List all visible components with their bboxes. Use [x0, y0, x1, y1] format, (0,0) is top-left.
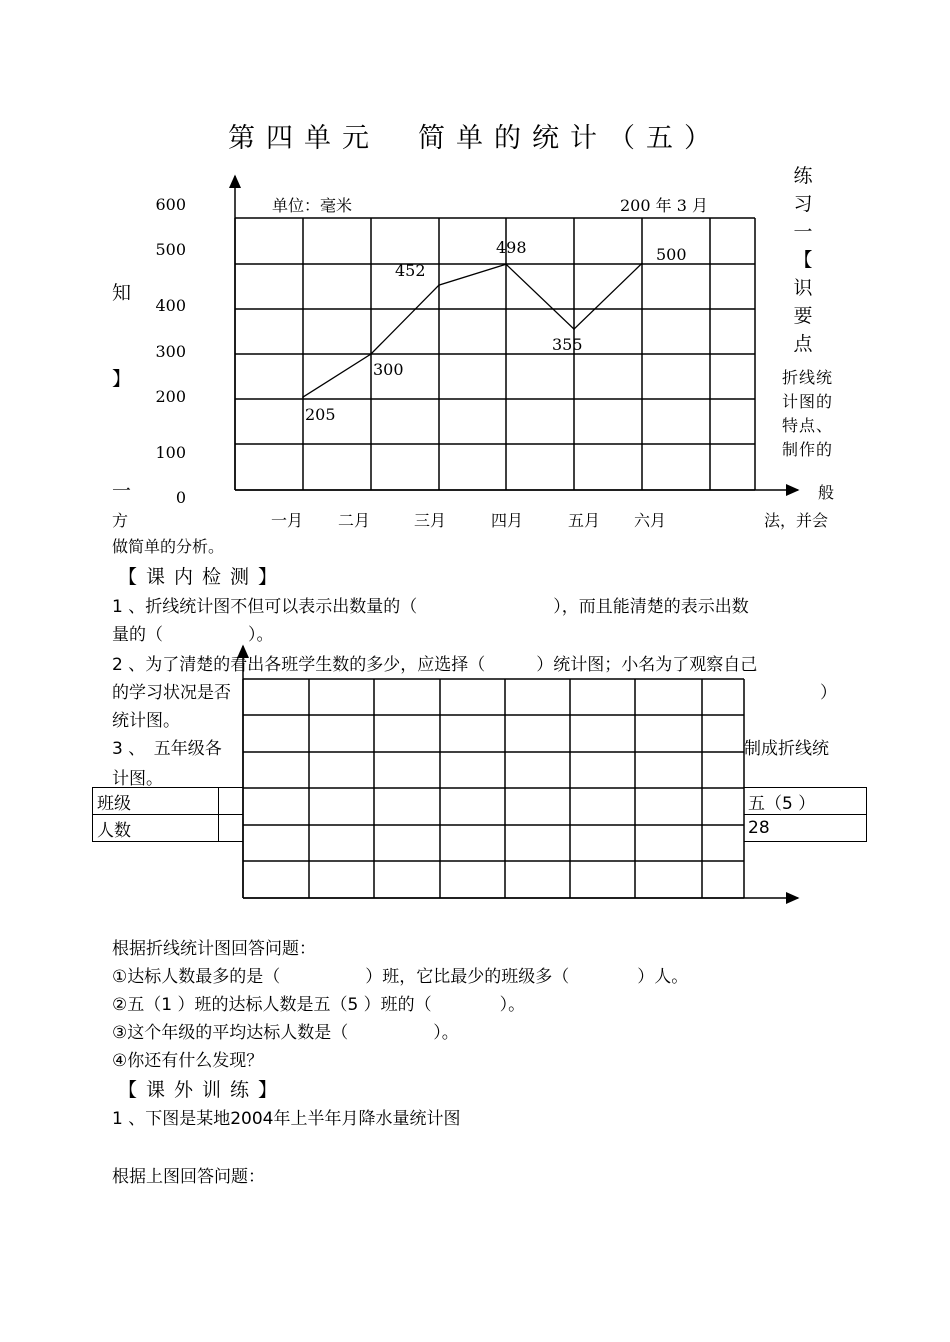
side-char: 习: [793, 193, 813, 215]
side-char: 点: [793, 333, 813, 355]
data-point: [302, 396, 304, 398]
side-char-left: 】: [112, 368, 132, 390]
data-point: [573, 328, 575, 330]
question-3-line-1: 3 、 五年级各: [112, 739, 222, 759]
data-point: [505, 263, 507, 265]
data-label: 500: [656, 245, 687, 265]
question-3-line-1-end: 制成折线统: [744, 739, 829, 759]
answer-1: ①达标人数最多的是（ ）班，它比最少的班级多（ ）人。: [112, 967, 689, 987]
x-tick-label: 五月: [568, 511, 601, 530]
y-tick-label: 100: [155, 443, 186, 462]
x-tick-label: 二月: [338, 511, 371, 530]
x-tick-label: 六月: [634, 511, 667, 530]
answer-3: ③这个年级的平均达标人数是（ ）。: [112, 1023, 459, 1043]
answer-2: ②五（1 ）班的达标人数是五（5 ）班的（ ）。: [112, 995, 526, 1015]
knowledge-line: 制作的: [782, 440, 834, 459]
side-char: 识: [793, 277, 813, 299]
knowledge-line: 特点、: [782, 416, 834, 435]
x-tick-label: 一月: [271, 511, 304, 530]
y-tick-label: 0: [175, 488, 186, 507]
chart-unit-label: 单位：毫米: [272, 196, 353, 215]
blank-grid: [230, 640, 810, 910]
section-heading: 【课内检测】: [118, 566, 287, 588]
line-chart: [0, 0, 950, 560]
y-tick-label: 500: [155, 240, 186, 259]
question-2-line-2: 的学习状况是否: [112, 683, 231, 703]
knowledge-left-char: 方: [112, 511, 129, 530]
knowledge-line: 般: [818, 483, 835, 502]
answer-4: ④你还有什么发现？: [112, 1051, 264, 1071]
series-line: [303, 263, 642, 397]
x-tick-label: 四月: [491, 511, 524, 530]
section-heading: 【课外训练】: [118, 1079, 287, 1101]
question-1-line-1: 1 、折线统计图不但可以表示出数量的（ ），而且能清楚的表示出数: [112, 597, 749, 617]
page-title: 第四单元 简单的统计（五）: [228, 123, 722, 154]
side-char: 练: [793, 165, 813, 187]
side-char-left: 知: [112, 282, 132, 304]
knowledge-continuation: 做简单的分析。: [112, 537, 225, 556]
side-char-left: 一: [112, 480, 132, 502]
data-point: [438, 284, 440, 286]
data-label: 498: [496, 238, 527, 258]
data-label: 355: [552, 335, 583, 355]
data-label: 300: [373, 360, 404, 379]
table-cell: 班级: [93, 788, 219, 815]
question-3-line-2: 计图。: [112, 769, 163, 789]
data-label: 452: [395, 261, 426, 281]
table-cell: 人数: [93, 815, 219, 842]
table-cell: 五（5 ）: [744, 788, 867, 815]
y-tick-label: 300: [155, 342, 186, 361]
question-2-line-3: 统计图。: [112, 711, 180, 731]
table-cell: 28: [744, 815, 867, 842]
question-1-line-2: 量的（ ）。: [112, 625, 274, 645]
exercise-1: 1 、下图是某地2004年上半年月降水量统计图: [112, 1109, 461, 1129]
data-point: [641, 263, 643, 265]
question-2-line-2-end: ）: [820, 683, 837, 703]
chart-date-label: 200 年 3 月: [620, 196, 708, 215]
knowledge-line: 折线统: [782, 368, 834, 387]
exercise-1-prompt: 根据上图回答问题：: [112, 1167, 265, 1187]
knowledge-right-text: 法，并会: [764, 511, 829, 530]
answer-intro: 根据折线统计图回答问题：: [112, 939, 316, 959]
y-tick-label: 200: [155, 387, 186, 406]
data-label: 205: [305, 405, 336, 425]
data-point: [370, 353, 372, 355]
knowledge-line: 计图的: [782, 392, 834, 411]
y-tick-label: 600: [155, 195, 186, 214]
side-char: 【: [793, 249, 813, 271]
y-tick-label: 400: [155, 296, 186, 315]
side-char: 要: [793, 305, 813, 327]
x-tick-label: 三月: [414, 511, 447, 530]
question-2-line-1: 2 、为了清楚的看出各班学生数的多少，应选择（ ）统计图；小名为了观察自己: [112, 655, 758, 675]
side-char: 一: [793, 221, 813, 243]
